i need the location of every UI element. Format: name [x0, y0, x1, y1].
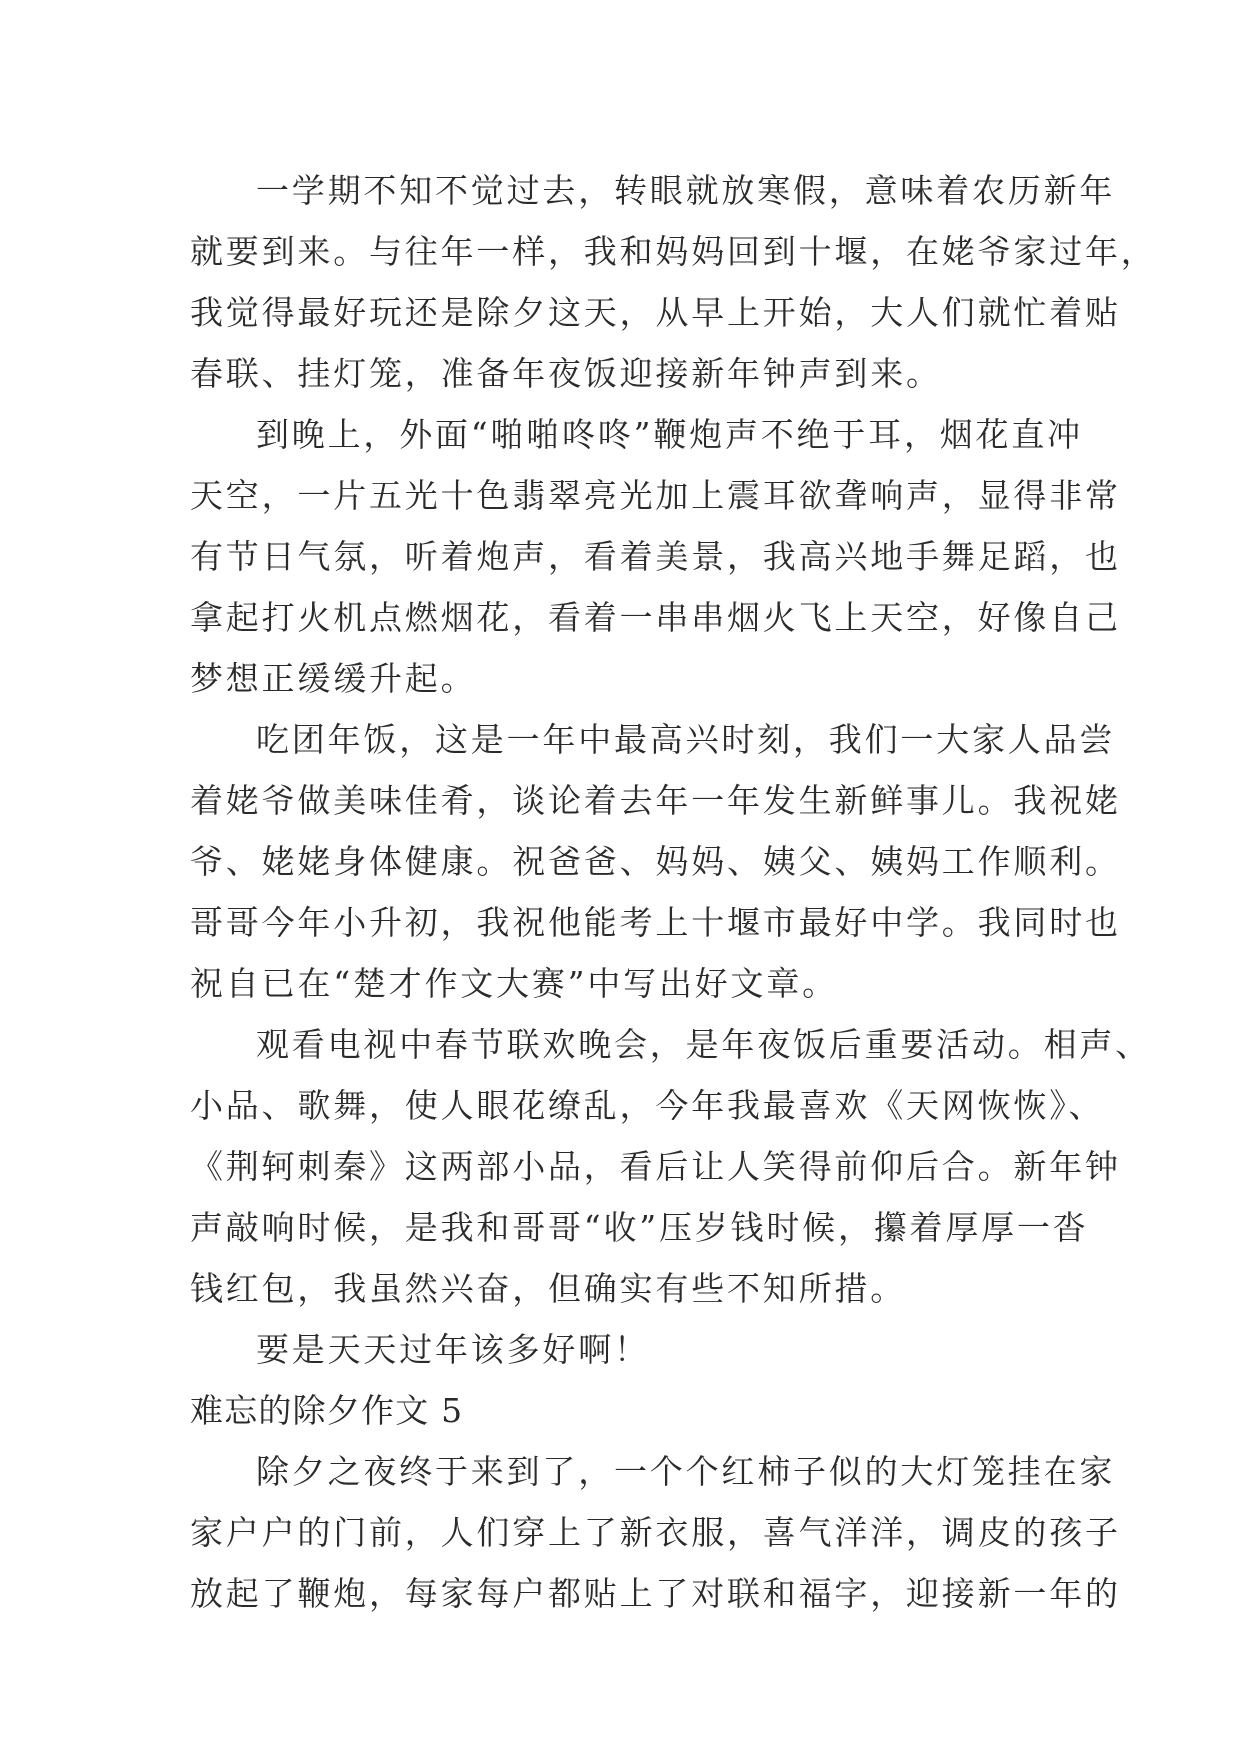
text-line: 钱红包，我虽然兴奋，但确实有些不知所措。: [190, 1269, 906, 1308]
heading-text: 难忘的除夕作文 5: [190, 1391, 464, 1430]
text-line: 观看电视中春节联欢晚会，是年夜饭后重要活动。相声、: [256, 1025, 1151, 1064]
text-line: 梦想正缓缓升起。: [190, 659, 477, 698]
document-body: [190, 160, 1157, 1624]
text-line: 到晚上，外面“啪啪咚咚”鞭炮声不绝于耳，烟花直冲: [256, 415, 1083, 454]
text-line: 我觉得最好玩还是除夕这天，从早上开始，大人们就忙着贴: [190, 293, 1121, 332]
text-line: 拿起打火机点燃烟花，看着一串串烟火飞上天空，好像自己: [190, 598, 1121, 637]
text-line: 《荆轲刺秦》这两部小品，看后让人笑得前仰后合。新年钟: [190, 1147, 1121, 1186]
text-line: 放起了鞭炮，每家每户都贴上了对联和福字，迎接新一年的: [190, 1574, 1121, 1613]
text-line: 祝自已在“楚才作文大赛”中写出好文章。: [190, 964, 838, 1003]
paragraph: [190, 1014, 1151, 1319]
text-line: 天空，一片五光十色翡翠亮光加上震耳欲聋响声，显得非常: [190, 476, 1121, 515]
text-line: 除夕之夜终于来到了，一个个红柿子似的大灯笼挂在家: [256, 1452, 1116, 1491]
text-line: 爷、姥姥身体健康。祝爸爸、妈妈、姨父、姨妈工作顺利。: [190, 842, 1121, 881]
text-line: 家户户的门前，人们穿上了新衣服，喜气洋洋，调皮的孩子: [190, 1513, 1121, 1552]
paragraph: [190, 404, 1121, 709]
text-line: 就要到来。与往年一样，我和妈妈回到十堰，在姥爷家过年，: [190, 232, 1157, 271]
text-line: 着姥爷做美味佳肴，谈论着去年一年发生新鲜事儿。我祝姥: [190, 781, 1121, 820]
text-line: 要是天天过年该多好啊！: [256, 1330, 650, 1369]
text-line: 吃团年饭，这是一年中最高兴时刻，我们一大家人品尝: [256, 720, 1116, 759]
text-line: 声敲响时候，是我和哥哥“收”压岁钱时候，攥着厚厚一沓: [190, 1208, 1089, 1247]
paragraph: [190, 709, 1121, 1014]
paragraph: [190, 1441, 1121, 1624]
text-line: 春联、挂灯笼，准备年夜饭迎接新年钟声到来。: [190, 354, 942, 393]
paragraph: [190, 1319, 1070, 1380]
section-heading: [190, 1380, 1070, 1441]
text-line: 小品、歌舞，使人眼花缭乱，今年我最喜欢《天网恢恢》、: [190, 1086, 1105, 1125]
text-line: 有节日气氛，听着炮声，看着美景，我高兴地手舞足蹈，也: [190, 537, 1121, 576]
text-line: 一学期不知不觉过去，转眼就放寒假，意味着农历新年: [256, 171, 1116, 210]
paragraph: [190, 160, 1157, 404]
text-line: 哥哥今年小升初，我祝他能考上十堰市最好中学。我同时也: [190, 903, 1121, 942]
